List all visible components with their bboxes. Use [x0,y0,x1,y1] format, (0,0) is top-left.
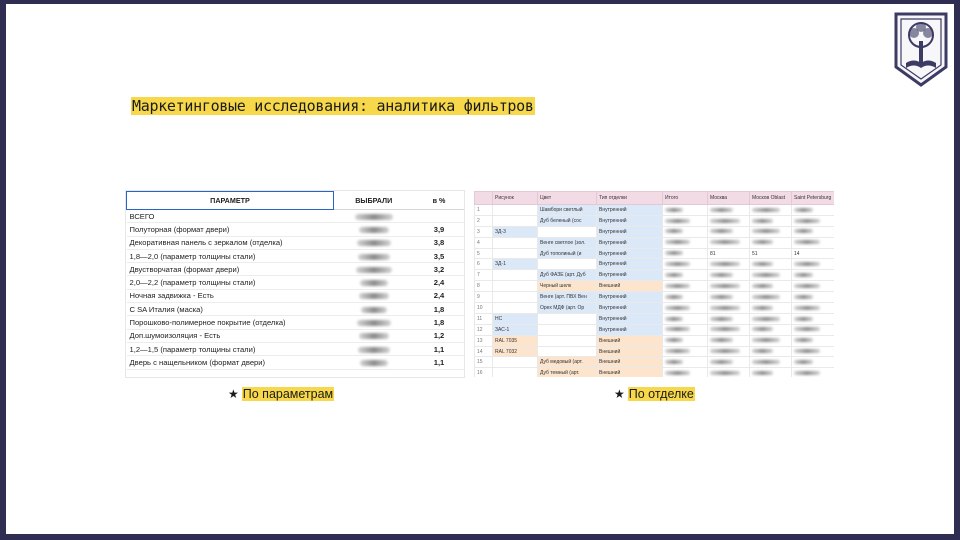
blurred-value [665,240,690,244]
color-cell: Орех МДФ (арт. Ор [538,303,597,314]
blurred-value [710,371,740,375]
table-row [475,281,835,292]
count-cell [663,248,708,259]
blurred-value [710,284,740,288]
count-cell [792,205,835,216]
param-name: 2,0—2,2 (параметр толщины стали) [127,276,334,289]
row-number: 16 [475,368,493,377]
blurred-value [710,338,733,342]
blurred-value [665,327,690,331]
param-percent: 2,4 [414,276,465,289]
blurred-value [710,327,740,331]
blurred-value [665,284,690,288]
param-name: Ночная задвижка - Есть [127,289,334,302]
count-cell [708,237,750,248]
color-cell [538,335,597,346]
chosen-count-cell [334,316,414,329]
blurred-value [710,273,733,277]
color-cell [538,324,597,335]
blurred-value [752,208,780,212]
count-cell [708,346,750,357]
count-cell [792,270,835,281]
blurred-value [710,208,733,212]
finish-type-cell: Внутренний [597,259,663,270]
count-cell [708,357,750,368]
caption-by-parameters [228,387,334,402]
blurred-value [752,229,780,233]
blurred-value [665,317,683,321]
star-icon: ★ [228,387,239,401]
blurred-value [794,371,820,375]
count-cell [663,259,708,270]
finish-type-cell: Внешний [597,281,663,292]
param-percent [414,210,465,223]
pattern-cell [493,215,538,226]
blurred-value [358,347,390,353]
blurred-value [359,293,389,299]
color-cell: Шамбори светлый [538,205,597,216]
chosen-count-cell [334,276,414,289]
row-number: 9 [475,292,493,303]
count-cell [792,346,835,357]
row-number: 6 [475,259,493,270]
count-cell [663,303,708,314]
count-cell [663,205,708,216]
table-row [127,249,465,262]
count-cell [750,335,792,346]
table-row [127,210,465,223]
count-cell [792,226,835,237]
star-icon: ★ [614,387,625,401]
count-cell [708,292,750,303]
chosen-count-cell [334,223,414,236]
count-cell [663,335,708,346]
blurred-value [665,295,683,299]
row-number: 10 [475,303,493,314]
count-cell [750,313,792,324]
blurred-value [794,317,813,321]
count-cell [750,303,792,314]
slide-title: Маркетинговые исследования: аналитика фильтров [132,97,534,115]
count-cell [792,357,835,368]
pattern-cell: ЗАС-1 [493,324,538,335]
count-cell [792,303,835,314]
chosen-count-cell [334,303,414,316]
blurred-value [794,219,820,223]
count-cell [792,237,835,248]
blurred-value [360,280,388,286]
param-name: С SA Италия (маска) [127,303,334,316]
table-row [127,236,465,249]
count-cell [708,259,750,270]
finish-column-header: Москов Oblast [750,192,792,205]
param-name: Порошково-полимерное покрытие (отделка) [127,316,334,329]
color-cell: Черный шелк [538,281,597,292]
color-cell: Дуб ФАЗЕ (арт. Дуб [538,270,597,281]
table-row [127,303,465,316]
count-cell [792,368,835,377]
finish-type-cell: Внешний [597,368,663,377]
blurred-value [752,327,773,331]
blurred-value [794,295,813,299]
count-cell: 51 [750,248,792,259]
color-cell: Дуб тополиный (и [538,248,597,259]
param-name: Двустворчатая (формат двери) [127,263,334,276]
blurred-value [665,229,683,233]
count-cell [792,259,835,270]
param-percent: 1,2 [414,329,465,342]
finish-type-cell: Внутренний [597,248,663,259]
pattern-cell [493,237,538,248]
param-percent: 3,8 [414,236,465,249]
blurred-value [358,254,390,260]
blurred-value [361,307,387,313]
blurred-value [710,229,733,233]
blurred-value [752,360,780,364]
table-row [127,329,465,342]
table-row [475,226,835,237]
row-number: 8 [475,281,493,292]
blurred-value [357,320,391,326]
count-cell [663,215,708,226]
blurred-value [710,306,740,310]
blurred-value [710,219,740,223]
count-cell [708,368,750,377]
table-row [127,223,465,236]
count-cell [792,324,835,335]
pattern-cell: RAL 7035 [493,335,538,346]
blurred-value [752,349,773,353]
table-row [475,259,835,270]
table-row [475,292,835,303]
chosen-count-cell [334,249,414,262]
chosen-count-cell [334,329,414,342]
blurred-value [752,306,773,310]
row-number: 7 [475,270,493,281]
table-row [475,303,835,314]
finish-type-cell: Внутренний [597,215,663,226]
blurred-value [794,262,820,266]
blurred-value [794,338,813,342]
count-cell [750,281,792,292]
finish-type-cell: Внутренний [597,237,663,248]
count-cell [663,226,708,237]
count-cell [708,335,750,346]
count-cell [750,368,792,377]
row-number: 11 [475,313,493,324]
blurred-value [665,273,683,277]
blurred-value [665,349,690,353]
blurred-value [794,306,820,310]
color-cell: Дуб темный (арт. [538,368,597,377]
row-number: 15 [475,357,493,368]
table-row [475,313,835,324]
chosen-count-cell [334,289,414,302]
finish-type-cell: Внутренний [597,303,663,314]
table-row [475,205,835,216]
pattern-cell [493,281,538,292]
blurred-value [360,360,388,366]
finish-column-header: Тип отделки [597,192,663,205]
param-name: Декоративная панель с зеркалом (отделка) [127,236,334,249]
param-percent: 1,1 [414,356,465,369]
table-row [127,289,465,302]
count-cell [750,324,792,335]
blurred-value [794,327,820,331]
pattern-cell [493,292,538,303]
blurred-value [752,262,773,266]
blurred-value [665,360,683,364]
count-cell [750,357,792,368]
blurred-value [794,360,813,364]
chosen-count-cell [334,342,414,355]
blurred-value [752,371,773,375]
chosen-count-cell [334,356,414,369]
count-cell [663,237,708,248]
blurred-value [665,371,690,375]
count-cell [750,292,792,303]
chosen-count-cell [334,236,414,249]
pattern-cell [493,357,538,368]
count-cell [663,357,708,368]
finish-type-cell: Внешний [597,335,663,346]
finish-type-cell: Внешний [597,357,663,368]
blurred-value [665,262,690,266]
caption-text: По отделке [628,387,694,401]
count-cell [708,324,750,335]
color-cell: Дуб медовый (арт. [538,357,597,368]
count-cell [792,292,835,303]
blurred-value [752,284,773,288]
count-cell [663,313,708,324]
table-row [127,342,465,355]
count-cell: 14 [792,248,835,259]
table-row [475,248,835,259]
count-cell [750,346,792,357]
pattern-cell [493,270,538,281]
finish-type-cell: Внешний [597,346,663,357]
pattern-cell: ЗД-3 [493,226,538,237]
table-row [127,316,465,329]
finish-type-cell: Внутренний [597,313,663,324]
count-cell [792,313,835,324]
count-cell [708,215,750,226]
percent-column-header: в % [414,192,465,210]
blurred-value [355,214,393,220]
param-percent: 3,5 [414,249,465,262]
color-cell [538,259,597,270]
blurred-value [752,317,780,321]
count-cell [708,205,750,216]
param-name: 1,8—2,0 (параметр толщины стали) [127,249,334,262]
color-cell: Венге (арт. ПВХ Вен [538,292,597,303]
param-percent: 1,8 [414,316,465,329]
blurred-value [710,317,733,321]
finish-column-header: Цвет [538,192,597,205]
table-row [127,263,465,276]
blurred-value [794,208,813,212]
count-cell [792,215,835,226]
finish-type-cell: Внутренний [597,270,663,281]
param-percent: 1,1 [414,342,465,355]
blurred-value [357,240,391,246]
caption-text: По параметрам [242,387,334,401]
blurred-value [665,208,683,212]
count-cell [663,368,708,377]
parameters-table [126,191,464,370]
count-cell [663,292,708,303]
count-cell [708,226,750,237]
param-name: Доп.шумоизоляция - Есть [127,329,334,342]
finish-table [474,191,834,377]
blurred-value [356,267,392,273]
count-cell [750,205,792,216]
table-row [475,270,835,281]
count-cell [750,259,792,270]
row-number: 5 [475,248,493,259]
table-row [475,237,835,248]
param-percent: 2,4 [414,289,465,302]
pattern-cell [493,303,538,314]
tree-book-crest-icon [892,11,950,88]
blurred-value [359,227,389,233]
blurred-value [710,240,740,244]
param-percent: 3,2 [414,263,465,276]
finish-column-header: Итого [663,192,708,205]
blurred-value [665,338,683,342]
row-number: 1 [475,205,493,216]
blurred-value [752,295,780,299]
blurred-value [794,273,813,277]
blurred-value [794,284,820,288]
blurred-value [752,240,773,244]
count-cell [708,313,750,324]
row-number: 14 [475,346,493,357]
param-percent: 1,8 [414,303,465,316]
color-cell [538,226,597,237]
pattern-cell: RAL 7032 [493,346,538,357]
count-cell [663,324,708,335]
chosen-count-cell [334,263,414,276]
finish-column-header: Москва [708,192,750,205]
table-row [127,356,465,369]
count-cell [663,270,708,281]
blurred-value [794,349,820,353]
color-cell [538,313,597,324]
pattern-cell [493,248,538,259]
blurred-value [710,262,740,266]
count-cell [663,281,708,292]
color-cell: Дуб беленый (сос [538,215,597,226]
param-name: ВСЕГО [127,210,334,223]
blurred-value [752,338,780,342]
count-cell [750,226,792,237]
color-cell [538,346,597,357]
count-cell [750,237,792,248]
color-cell: Венге светлое (зол. [538,237,597,248]
chosen-column-header: ВЫБРАЛИ [334,192,414,210]
table-row [475,368,835,377]
blurred-value [710,349,740,353]
caption-by-finish [614,387,695,402]
blurred-value [752,273,780,277]
table-row [475,215,835,226]
table-row [475,357,835,368]
table-row [475,324,835,335]
blurred-value [710,295,733,299]
finish-type-cell: Внутренний [597,226,663,237]
blurred-value [665,251,683,255]
finish-type-cell: Внутренний [597,324,663,335]
count-cell [792,281,835,292]
table-row [475,346,835,357]
table-row [475,335,835,346]
pattern-cell [493,368,538,377]
param-name: Дверь с нащельником (формат двери) [127,356,334,369]
finish-screenshot [474,191,834,377]
finish-column-header: Saint Petersburg [792,192,835,205]
param-name: 1,2—1,5 (параметр толщины стали) [127,342,334,355]
count-cell: 81 [708,248,750,259]
count-cell [708,303,750,314]
finish-column-header [475,192,493,205]
param-name: Полуторная (формат двери) [127,223,334,236]
row-number: 13 [475,335,493,346]
blurred-value [752,219,773,223]
count-cell [750,215,792,226]
count-cell [708,270,750,281]
row-number: 12 [475,324,493,335]
pattern-cell: НС [493,313,538,324]
blurred-value [794,229,813,233]
table-row [127,276,465,289]
row-number: 4 [475,237,493,248]
blurred-value [710,360,733,364]
blurred-value [665,219,690,223]
count-cell [792,335,835,346]
finish-column-header: Рисунок [493,192,538,205]
finish-type-cell: Внутренний [597,292,663,303]
pattern-cell: ЗД-1 [493,259,538,270]
chosen-count-cell [334,210,414,223]
blurred-value [665,306,690,310]
blurred-value [794,240,820,244]
count-cell [750,270,792,281]
finish-type-cell: Внутренний [597,205,663,216]
row-number: 3 [475,226,493,237]
pattern-cell [493,205,538,216]
parameters-screenshot [126,191,464,377]
count-cell [708,281,750,292]
param-column-header: ПАРАМЕТР [127,192,334,210]
count-cell [663,346,708,357]
row-number: 2 [475,215,493,226]
blurred-value [359,333,389,339]
param-percent: 3,9 [414,223,465,236]
